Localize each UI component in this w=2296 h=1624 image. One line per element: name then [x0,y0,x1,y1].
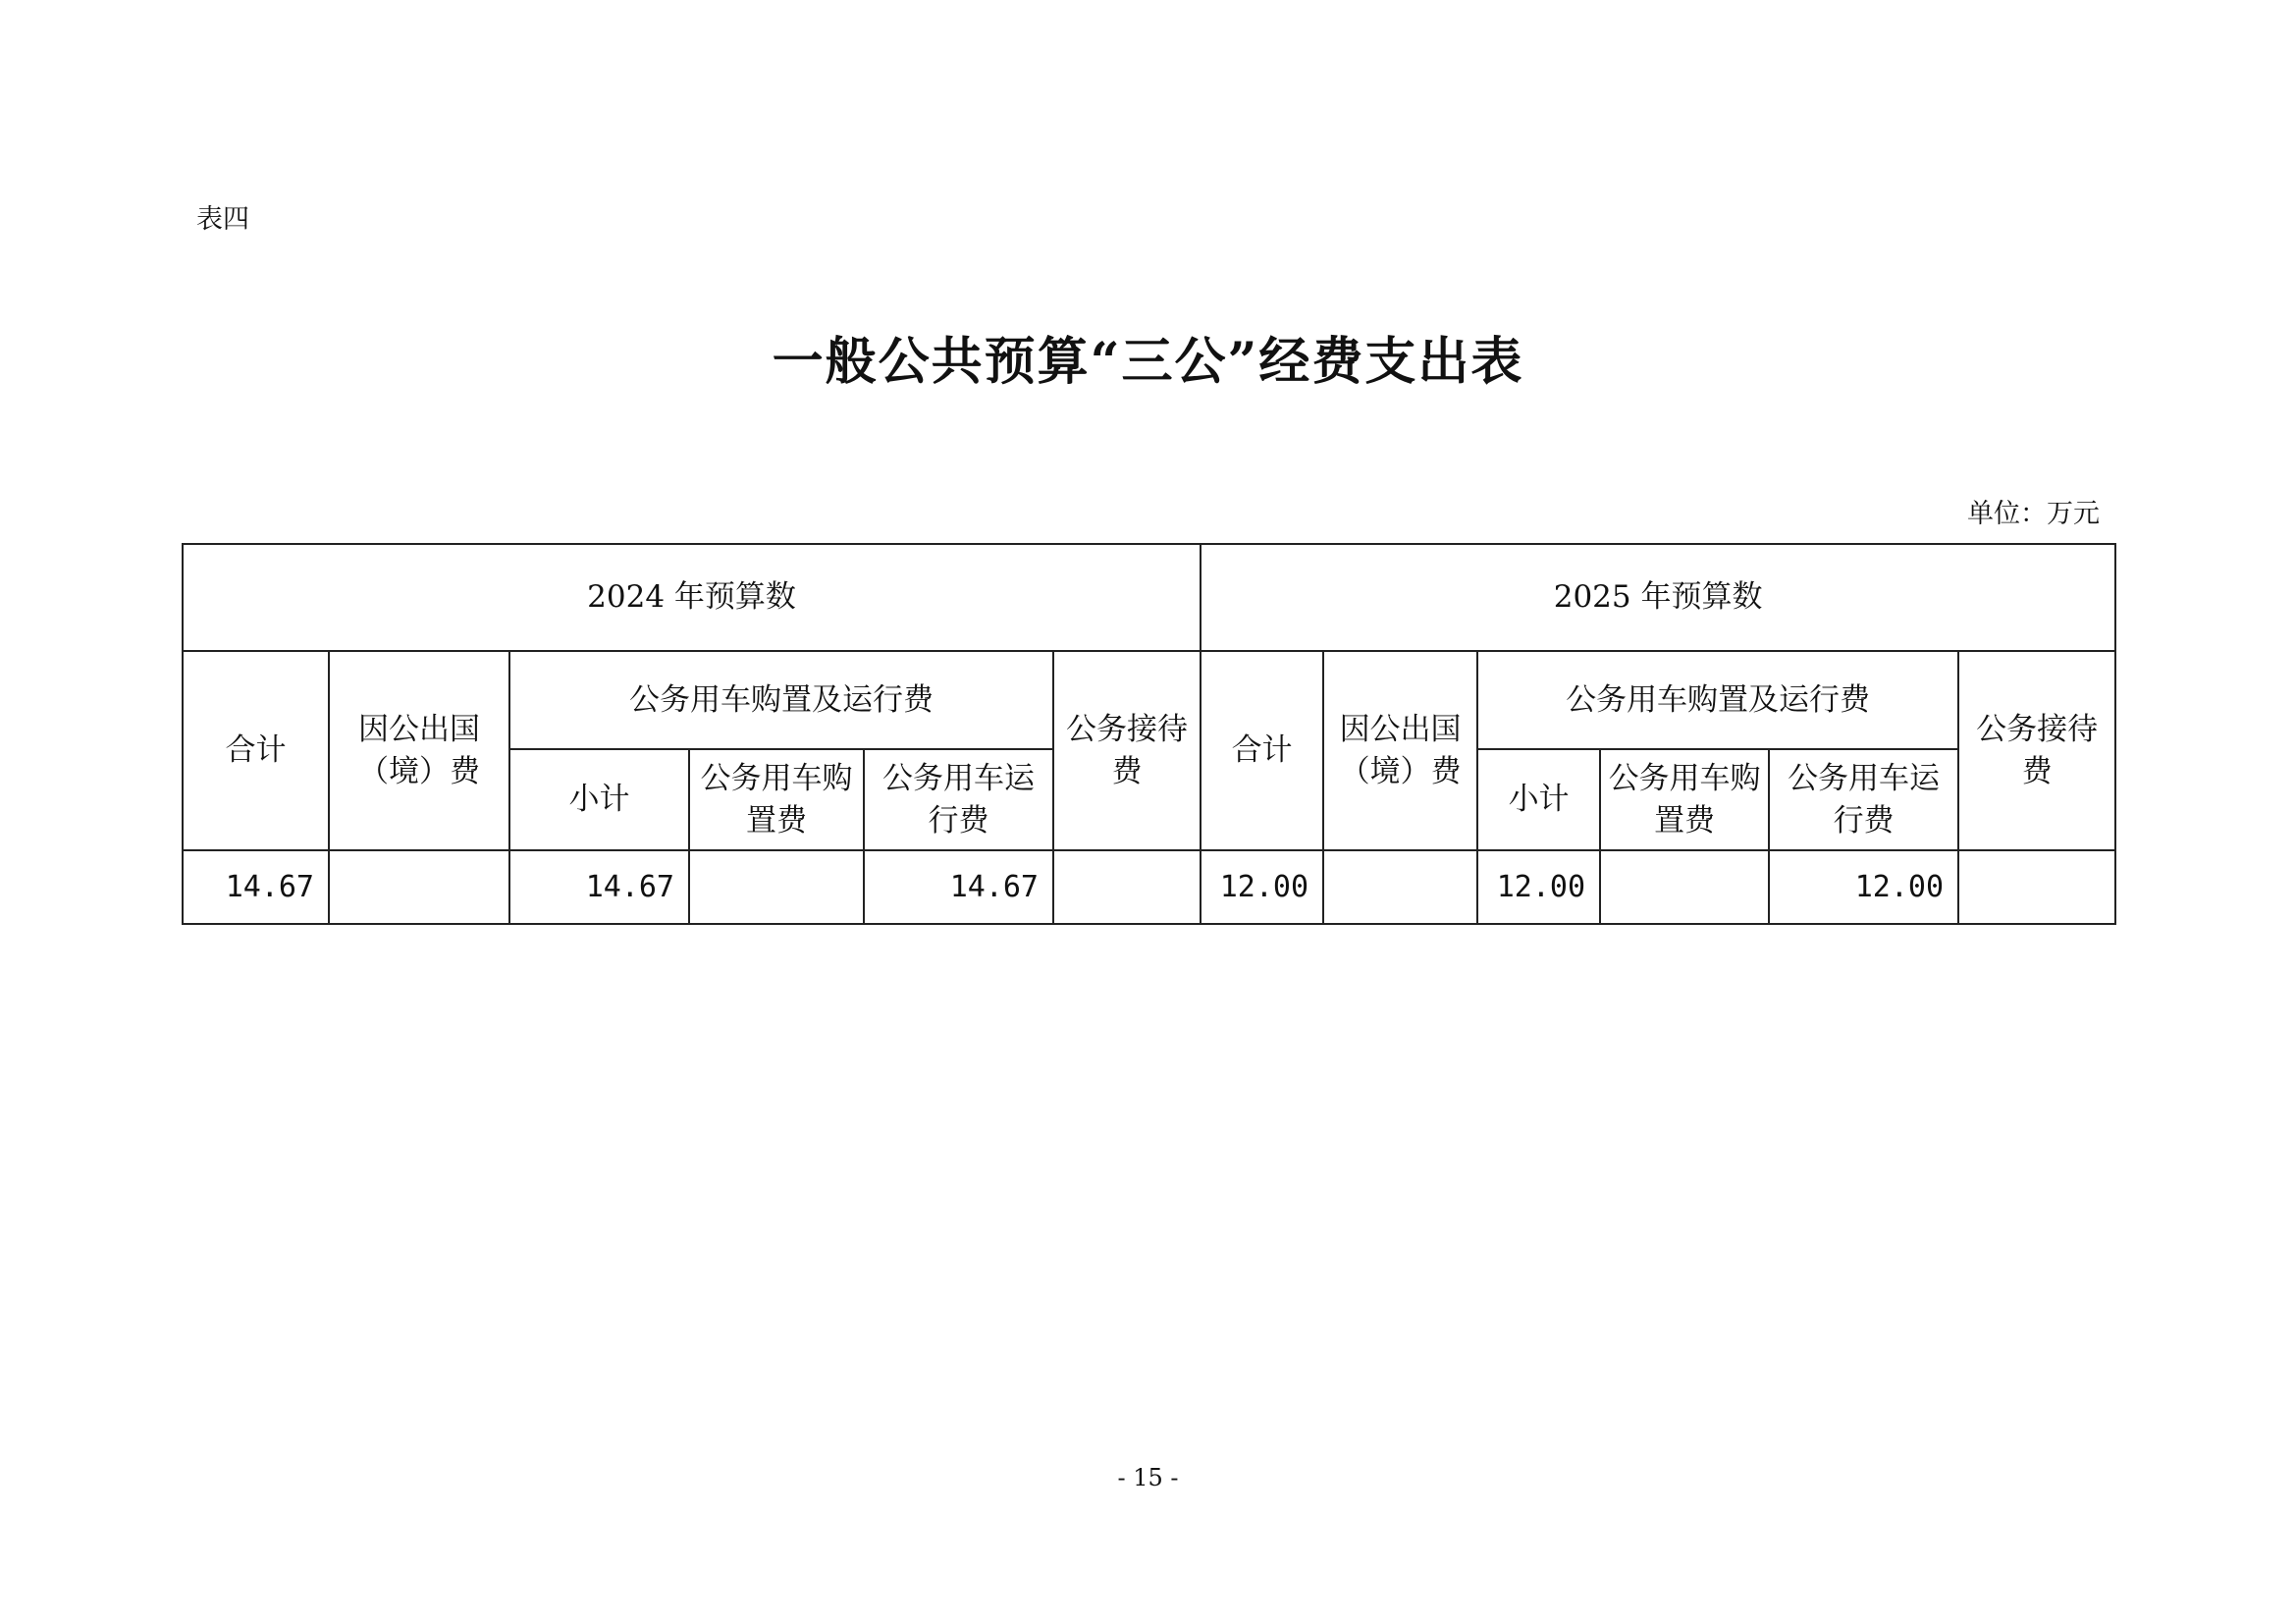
header-overseas-2025: 因公出国（境）费 [1323,651,1477,850]
cell-vehicle-purchase-2025 [1600,850,1769,924]
table-number-label: 表四 [196,204,249,235]
header-overseas-2024: 因公出国（境）费 [329,651,509,850]
table-row [183,850,2115,924]
cell-overseas-2024 [329,850,509,924]
header-reception-2024: 公务接待费 [1053,651,1201,850]
cell-vehicle-operation-2024: 14.67 [864,850,1053,924]
header-vehicle-group-2025: 公务用车购置及运行费 [1477,651,1958,749]
header-total-2024: 合计 [183,651,329,850]
header-vehicle-operation-2025: 公务用车运行费 [1769,749,1958,850]
unit-label: 单位：万元 [1967,499,2100,529]
header-vehicle-operation-2024: 公务用车运行费 [864,749,1053,850]
page-number: - 15 - [1117,1464,1179,1491]
three-public-expense-table [182,543,2116,925]
header-subtotal-2024: 小计 [509,749,689,850]
cell-reception-2025 [1958,850,2115,924]
header-subtotal-2025: 小计 [1477,749,1600,850]
header-total-2025: 合计 [1201,651,1323,850]
cell-total-2025: 12.00 [1201,850,1323,924]
cell-total-2024: 14.67 [183,850,329,924]
header-vehicle-purchase-2025: 公务用车购置费 [1600,749,1769,850]
header-2025-budget: 2025 年预算数 [1201,544,2115,651]
cell-overseas-2025 [1323,850,1477,924]
cell-vehicle-purchase-2024 [689,850,864,924]
cell-vehicle-operation-2025: 12.00 [1769,850,1958,924]
cell-vehicle-subtotal-2025: 12.00 [1477,850,1600,924]
header-vehicle-group-2024: 公务用车购置及运行费 [509,651,1053,749]
header-reception-2025: 公务接待费 [1958,651,2115,850]
cell-vehicle-subtotal-2024: 14.67 [509,850,689,924]
header-vehicle-purchase-2024: 公务用车购置费 [689,749,864,850]
header-2024-budget: 2024 年预算数 [183,544,1201,651]
cell-reception-2024 [1053,850,1201,924]
page-title: 一般公共预算“三公”经费支出表 [772,332,1524,392]
